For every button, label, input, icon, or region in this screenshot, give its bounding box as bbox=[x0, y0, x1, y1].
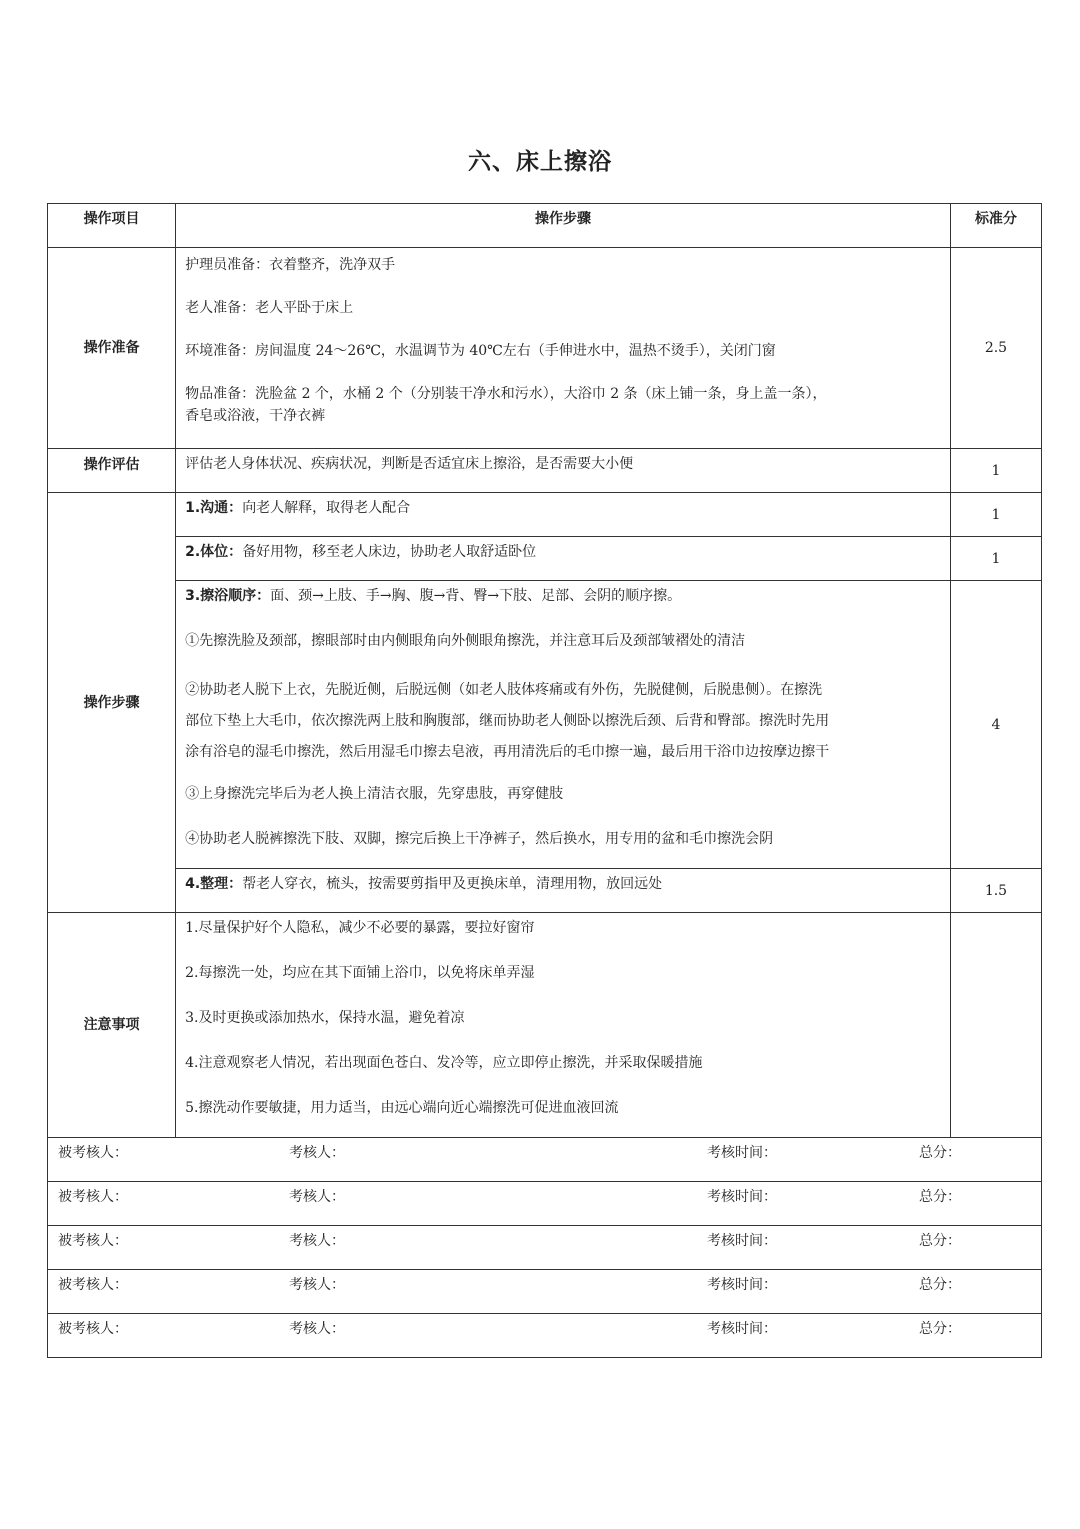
total-score-label: 总分： bbox=[919, 1277, 961, 1293]
exam-time-label: 考核时间： bbox=[707, 1233, 777, 1249]
step2-score: 1 bbox=[950, 537, 1041, 581]
examinee-label: 被考核人： bbox=[58, 1145, 128, 1161]
exam-time-label: 考核时间： bbox=[707, 1189, 777, 1205]
examinee-label: 被考核人： bbox=[58, 1277, 128, 1293]
header-score: 标准分 bbox=[950, 204, 1041, 248]
prep-row bbox=[48, 248, 1042, 449]
page-title: 六、床上擦浴 bbox=[468, 149, 612, 175]
step1 bbox=[176, 493, 951, 537]
examiner-label: 考核人： bbox=[289, 1277, 345, 1293]
total-score-label: 总分： bbox=[919, 1189, 961, 1205]
examinee-label: 被考核人： bbox=[58, 1189, 128, 1205]
prep-line: 护理员准备：衣着整齐，洗净双手 bbox=[185, 257, 396, 273]
exam-time-label: 考核时间： bbox=[707, 1321, 777, 1337]
steps-label: 操作步骤 bbox=[48, 493, 176, 913]
prep-line: 香皂或浴液，干净衣裤 bbox=[185, 408, 326, 424]
step1-text: 向老人解释，取得老人配合 bbox=[242, 500, 411, 516]
step3-text: 面、颈→上肢、手→胸、腹→背、臀→下肢、足部、会阴的顺序擦。 bbox=[270, 588, 682, 604]
assess-label: 操作评估 bbox=[48, 449, 176, 493]
notes-list bbox=[176, 913, 951, 1138]
footer-row bbox=[48, 1182, 1042, 1226]
notes-row bbox=[48, 913, 1042, 1138]
prep-line: 物品准备：洗脸盆 2 个，水桶 2 个（分别装干净水和污水），大浴巾 2 条（床上铺一条，身上盖一条）， bbox=[185, 386, 827, 402]
step4-score: 1.5 bbox=[950, 869, 1041, 913]
step4 bbox=[176, 869, 951, 913]
step1-row bbox=[48, 493, 1042, 537]
examiner-label: 考核人： bbox=[289, 1233, 345, 1249]
step4-row bbox=[48, 869, 1042, 913]
step3-label: 3.擦浴顺序： bbox=[185, 588, 271, 604]
examiner-label: 考核人： bbox=[289, 1189, 345, 1205]
prep-label: 操作准备 bbox=[48, 248, 176, 449]
step2-row bbox=[48, 537, 1042, 581]
note-item: 4.注意观察老人情况，若出现面色苍白、发冷等，应立即停止擦洗，并采取保暖措施 bbox=[185, 1055, 703, 1071]
footer-row bbox=[48, 1270, 1042, 1314]
assess-text: 评估老人身体状况、疾病状况，判断是否适宜床上擦浴，是否需要大小便 bbox=[176, 449, 951, 493]
footer-row bbox=[48, 1226, 1042, 1270]
footer-row bbox=[48, 1138, 1042, 1182]
note-item: 5.擦洗动作要敏捷，用力适当，由远心端向近心端擦洗可促进血液回流 bbox=[185, 1100, 619, 1116]
step3 bbox=[176, 581, 951, 869]
notes-label: 注意事项 bbox=[48, 913, 176, 1138]
prep-line: 老人准备：老人平卧于床上 bbox=[185, 300, 354, 316]
total-score-label: 总分： bbox=[919, 1321, 961, 1337]
footer-row bbox=[48, 1314, 1042, 1358]
step3-row bbox=[48, 581, 1042, 869]
step2 bbox=[176, 537, 951, 581]
step3-p4: ④协助老人脱裤擦洗下肢、双脚，擦完后换上干净裤子，然后换水，用专用的盆和毛巾擦洗会阴 bbox=[185, 831, 774, 847]
step3-score: 4 bbox=[950, 581, 1041, 869]
exam-time-label: 考核时间： bbox=[707, 1145, 777, 1161]
total-score-label: 总分： bbox=[919, 1145, 961, 1161]
prep-steps bbox=[176, 248, 951, 449]
note-item: 3.及时更换或添加热水，保持水温，避免着凉 bbox=[185, 1010, 465, 1026]
step4-text: 帮老人穿衣，梳头，按需要剪指甲及更换床单，清理用物，放回远处 bbox=[242, 876, 663, 892]
prep-line: 环境准备：房间温度 24～26℃，水温调节为 40℃左右（手伸进水中，温热不烫手），关闭门窗 bbox=[185, 343, 776, 359]
step2-text: 备好用物，移至老人床边，协助老人取舒适卧位 bbox=[242, 544, 537, 560]
note-item: 1.尽量保护好个人隐私，减少不必要的暴露，要拉好窗帘 bbox=[185, 920, 535, 936]
total-score-label: 总分： bbox=[919, 1233, 961, 1249]
table-header-row bbox=[48, 204, 1042, 248]
step3-p1: ①先擦洗脸及颈部，擦眼部时由内侧眼角向外侧眼角擦洗，并注意耳后及颈部皱褶处的清洁 bbox=[185, 633, 746, 649]
examiner-label: 考核人： bbox=[289, 1145, 345, 1161]
step4-label: 4.整理： bbox=[185, 876, 243, 892]
note-item: 2.每擦洗一处，均应在其下面铺上浴巾，以免将床单弄湿 bbox=[185, 965, 535, 981]
step1-score: 1 bbox=[950, 493, 1041, 537]
step3-p2a: ②协助老人脱下上衣，先脱近侧，后脱远侧（如老人肢体疼痛或有外伤，先脱健侧，后脱患侧）。在擦洗 bbox=[185, 682, 823, 698]
step3-p3: ③上身擦洗完毕后为老人换上清洁衣服，先穿患肢，再穿健肢 bbox=[185, 786, 564, 802]
examinee-label: 被考核人： bbox=[58, 1233, 128, 1249]
step3-p2b: 部位下垫上大毛巾，依次擦洗两上肢和胸腹部，继而协助老人侧卧以擦洗后颈、后背和臀部。擦洗时先用 bbox=[185, 713, 830, 729]
notes-score bbox=[950, 913, 1041, 1138]
step1-label: 1.沟通： bbox=[185, 500, 243, 516]
exam-time-label: 考核时间： bbox=[707, 1277, 777, 1293]
step2-label: 2.体位： bbox=[185, 544, 243, 560]
assess-row bbox=[48, 449, 1042, 493]
examiner-label: 考核人： bbox=[289, 1321, 345, 1337]
prep-score: 2.5 bbox=[950, 248, 1041, 449]
step3-p2c: 涂有浴皂的湿毛巾擦洗，然后用湿毛巾擦去皂液，再用清洗后的毛巾擦一遍，最后用干浴巾边按摩边擦干 bbox=[185, 744, 830, 760]
header-item: 操作项目 bbox=[48, 204, 176, 248]
assessment-table bbox=[47, 203, 1042, 1358]
assess-score: 1 bbox=[950, 449, 1041, 493]
examinee-label: 被考核人： bbox=[58, 1321, 128, 1337]
header-steps: 操作步骤 bbox=[176, 204, 951, 248]
